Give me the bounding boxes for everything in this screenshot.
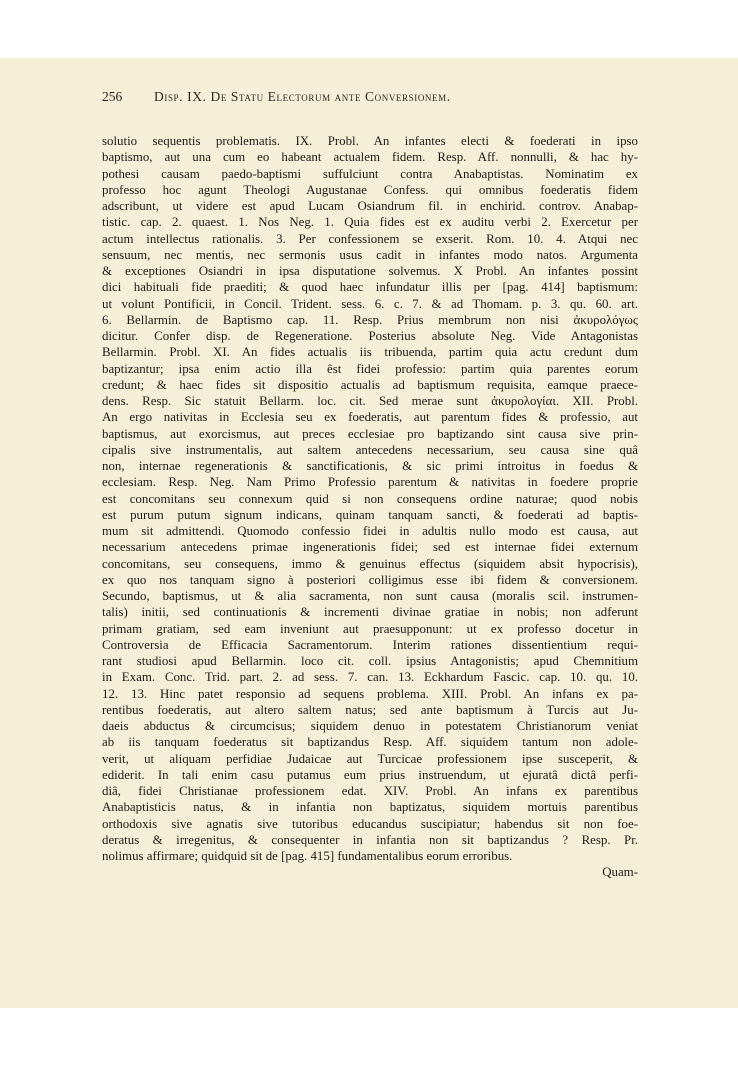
text-line: sensuum, nec mentis, nec sermonis usus cadit in infantes modo natos. Argumenta bbox=[102, 247, 638, 262]
text-line: professo hoc agunt Theologi Augustanae Confess. qui omnibus foederatis fidem bbox=[102, 182, 638, 197]
text-line: est concomitans seu connexum quid si non consequens ordine naturae; quod nobis bbox=[102, 491, 638, 506]
text-line: solutio sequentis problematis. IX. Probl. An infantes electi & foederati in ipso bbox=[102, 134, 638, 148]
text-line: credunt; & haec fides sit dispositio actualis ad baptismum requisita, eamque praece- bbox=[102, 377, 638, 392]
book-page bbox=[0, 58, 738, 1008]
text-line: in Exam. Conc. Trid. part. 2. ad sess. 7. can. 13. Eckhardum Fascic. cap. 10. qu. 10. bbox=[102, 670, 638, 685]
text-line: daeis abductus & circumcisus; siquidem denuo in potestatem Christianorum veniat bbox=[102, 719, 638, 733]
text-line: tistic. cap. 2. quaest. 1. Nos Neg. 1. Quia fides est ex auditu verbi 2. Exercetur per bbox=[102, 215, 638, 230]
running-title: Disp. IX. De Statu Electorum ante Conversionem. bbox=[154, 89, 451, 104]
text-line: 6. Bellarmin. de Baptismo cap. 11. Resp. Prius membrum non nisi ἀκυρολόγως bbox=[102, 312, 638, 327]
text-line: est purum putum signum indicans, quinam tanquam sancti, & foederati ad baptis- bbox=[102, 507, 638, 522]
text-line: Secundo, baptismus, ut & alia sacramenta, non sunt causa (moralis scil. instrumen- bbox=[102, 589, 638, 603]
text-line: pothesi causam paedo-baptismi suffulciunt contra Anabaptistas. Nominatim ex bbox=[102, 166, 638, 181]
text-line: dens. Resp. Sic statuit Bellarm. loc. cit. Sed merae sunt ἀκυρολογίαι. XII. Probl. bbox=[102, 394, 638, 408]
text-line: ecclesiam. Resp. Neg. Nam Primo Professio parentum & nativitas in foedere proprie bbox=[102, 475, 638, 490]
text-line: orthodoxis sive agnatis sive tutoribus educandus suscipiatur; habendus sit non foe- bbox=[102, 816, 638, 831]
text-line: rentibus foederatis, aut altero saltem natus; sed ante baptismum à Turcis aut Ju- bbox=[102, 702, 638, 717]
text-line: dici habituali fide praediti; & quod haec infundatur illis per [pag. 414] baptismum: bbox=[102, 280, 638, 295]
text-line: Anabaptisticis natus, & in infantia non baptizatus, siquidem mortuis parentibus bbox=[102, 800, 638, 815]
text-line: ut volunt Pontificii, in Concil. Trident. sess. 6. c. 7. & ad Thomam. p. 3. qu. 60. art. bbox=[102, 296, 638, 311]
text-line: ab iis tanquam foederatus sit baptizandus Resp. Aff. siquidem tantum non adole- bbox=[102, 735, 638, 750]
text-line: non, internae regenerationis & sanctificationis, & sic primi introitus in foedus & bbox=[102, 459, 638, 473]
text-line: necessarium antecedens primae ingenerationis fidei; sed est internae fidei externum bbox=[102, 540, 638, 555]
text-line: actum intellectus rationalis. 3. Per confessionem se exserit. Rom. 10. 4. Atqui nec bbox=[102, 231, 638, 246]
text-line: An ergo nativitas in Ecclesia seu ex foederatis, aut parentum fides & professio, aut bbox=[102, 410, 638, 425]
text-line: nolimus affirmare; quidquid sit de [pag. 415] fundamentalibus eorum erroribus. bbox=[102, 849, 513, 863]
text-line: dicitur. Confer disp. de Regeneratione. Posterius absolute Neg. Vide Antagonistas bbox=[102, 329, 638, 343]
page-number: 256 bbox=[102, 89, 123, 104]
text-line: Bellarmin. Probl. XI. An fides actualis iis tribuenda, partim quia actu credunt dum bbox=[102, 345, 638, 360]
text-line: verit, ut aliquam perfidiae Judaicae aut Turcicae professionem ipse susceperit, & bbox=[102, 751, 638, 766]
text-line: 12. 13. Hinc patet responsio ad sequens problema. XIII. Probl. An infans ex pa- bbox=[102, 686, 638, 701]
text-line: deratus & irregenitus, & consequenter in infantia non sit baptizandus ? Resp. Pr. bbox=[102, 832, 638, 847]
running-header bbox=[102, 89, 638, 105]
text-line: & exceptiones Osiandri in ipsa disputatione solvemus. X Probl. An infantes possint bbox=[102, 264, 638, 278]
text-line: mum sit admittendi. Quomodo confessio fidei in adultis nullo modo est causa, aut bbox=[102, 524, 638, 538]
text-line: baptismo, aut una cum eo habeant actualem fidem. Resp. Aff. nonnulli, & hac hy- bbox=[102, 150, 638, 165]
text-line: baptismus, aut exorcismus, aut preces ecclesiae pro baptizando sint causa sive prin- bbox=[102, 426, 638, 441]
body-text bbox=[102, 133, 638, 881]
text-line: Quam- bbox=[602, 865, 638, 880]
text-line: primam gratiam, sed eam inveniunt aut praesupponunt: ut ex professo docetur in bbox=[102, 621, 638, 636]
text-line: ediderit. In tali enim casu putamus eum prius instruendum, ut ejuratâ dictâ perfi- bbox=[102, 767, 638, 782]
text-line: baptizantur; ipsa enim actio illa êst fidei professio: partim quia parentes eorum bbox=[102, 361, 638, 376]
text-line: diâ, fidei Christianae professionem edat. XIV. Probl. An infans ex parentibus bbox=[102, 784, 638, 798]
text-line: talis) initii, sed continuationis & incrementi divinae gratiae in nobis; non adferunt bbox=[102, 605, 638, 620]
text-line: ex quo nos tanquam signo à posteriori colligimus esse ibi fidem & conversionem. bbox=[102, 572, 638, 587]
text-line: concomitans, seu consequens, immo & genuinus effectus (siquidem absit hypocrisis), bbox=[102, 556, 638, 571]
text-line: rant studiosi apud Bellarmin. loco cit. coll. ipsius Antagonistis; apud Chemnitium bbox=[102, 654, 638, 668]
text-line: Controversia de Efficacia Sacramentorum. Interim rationes dissentientium requi- bbox=[102, 637, 638, 652]
text-line: cipalis sive instrumentalis, aut saltem antecedens necessarium, seu causa sine quâ bbox=[102, 442, 638, 457]
text-line: adscribunt, ut videre est apud Lucam Osiandrum fil. in enchirid. controv. Anabap- bbox=[102, 199, 638, 213]
